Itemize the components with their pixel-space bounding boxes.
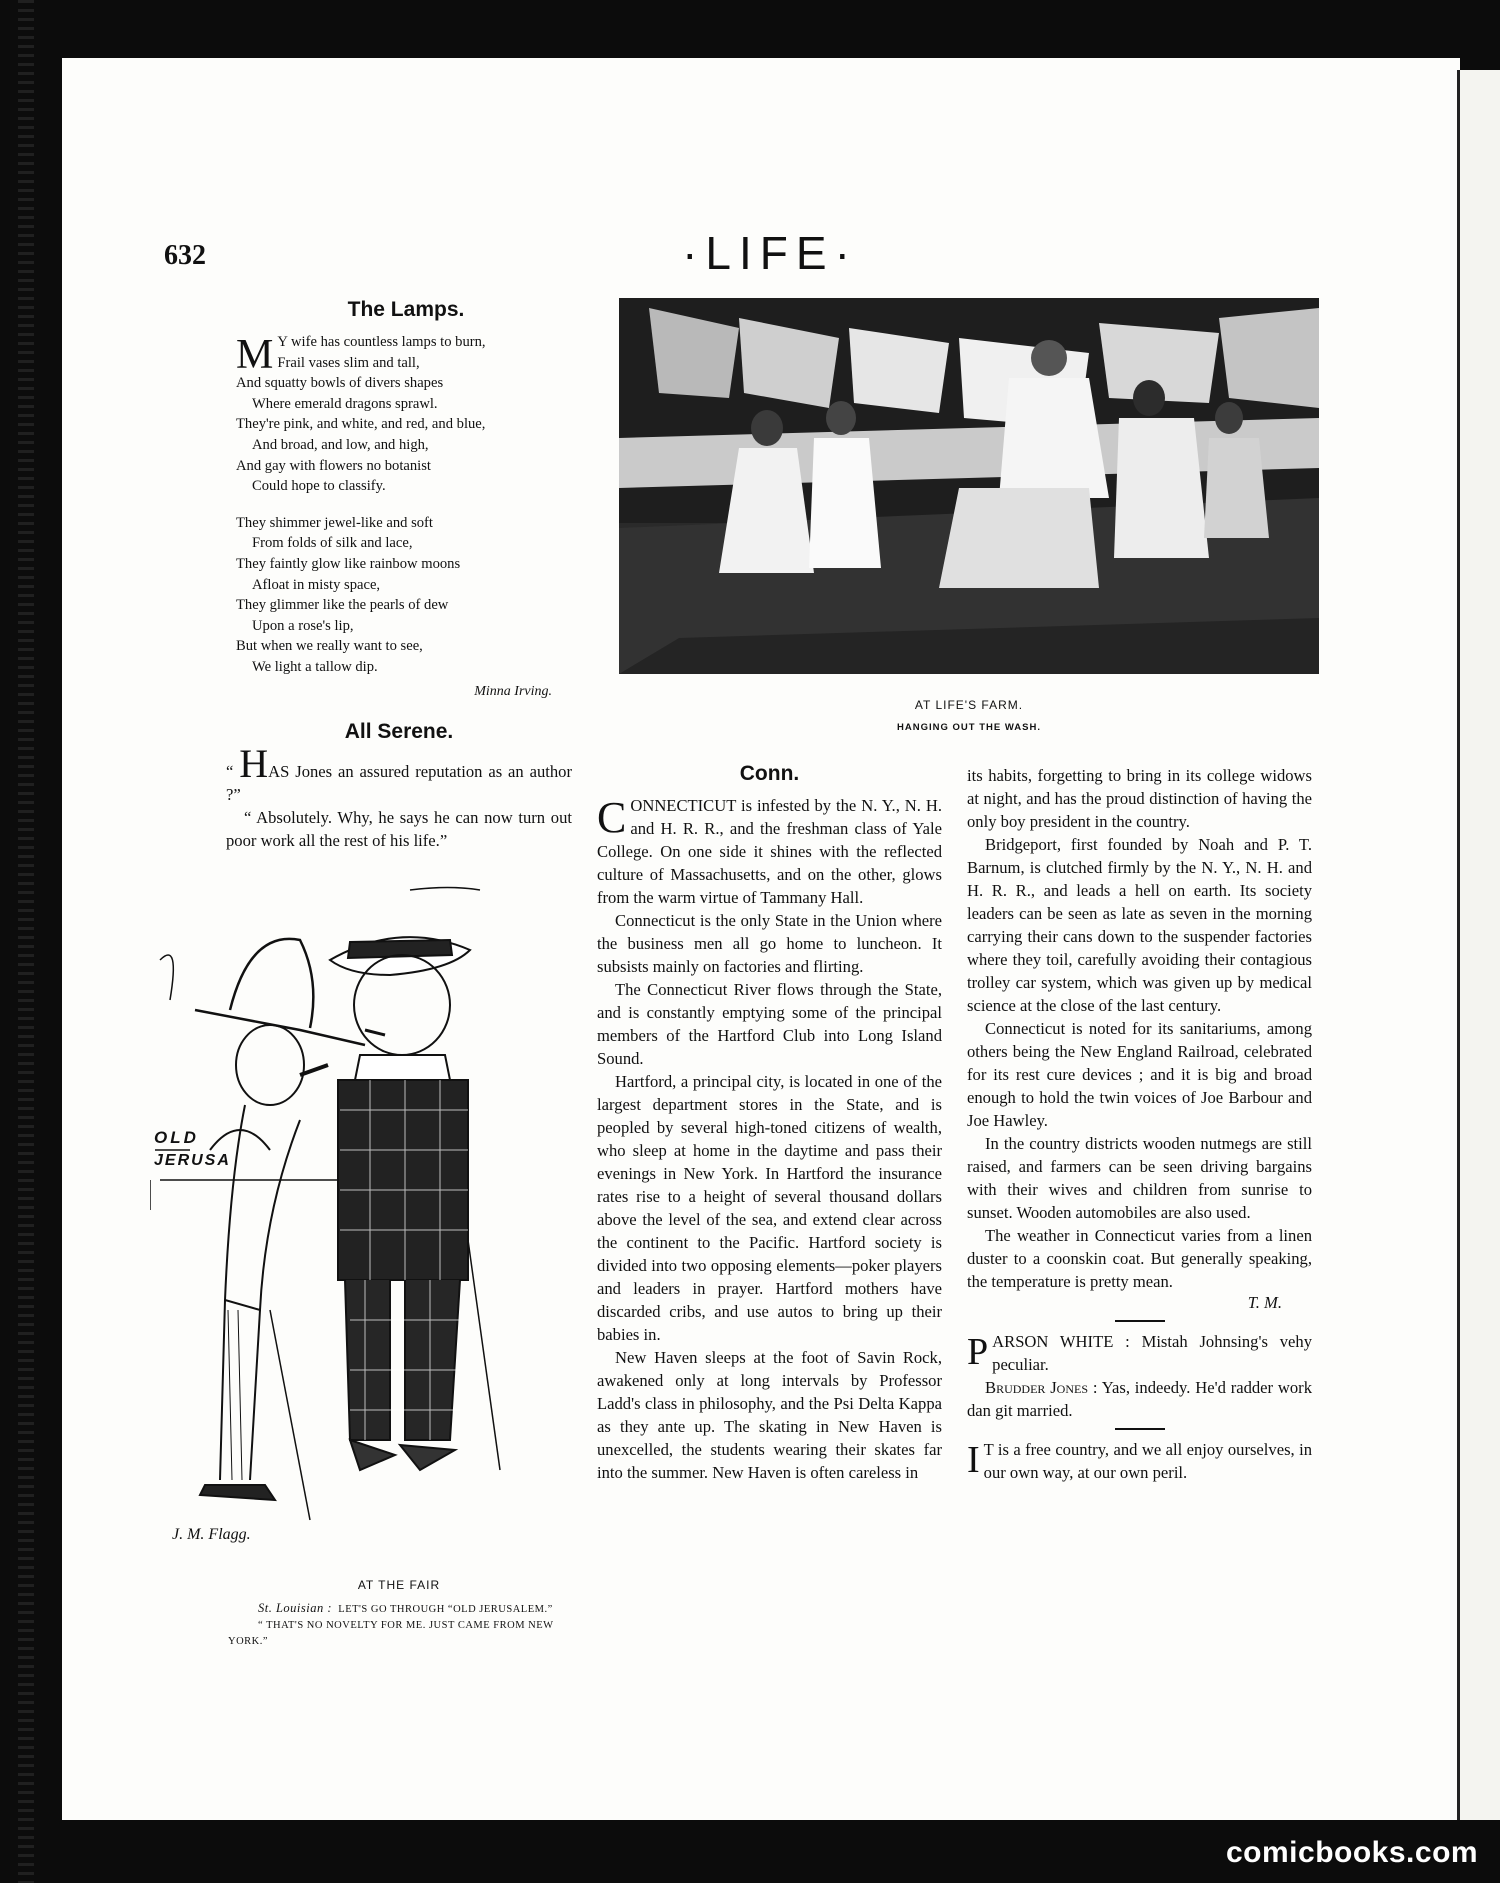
- site-watermark: comicbooks.com: [1226, 1836, 1479, 1869]
- poem-line: Where emerald dragons sprawl.: [252, 395, 438, 412]
- free-dropcap: I: [967, 1439, 980, 1481]
- poem-line: They glimmer like the pearls of dew: [236, 597, 449, 614]
- all-serene-title: All Serene.: [344, 720, 454, 743]
- lamps-dropcap: M: [236, 332, 274, 378]
- free-country-quip: [967, 1438, 1312, 1484]
- fair-caption: AT THE FAIR: [357, 1578, 441, 1592]
- fair-dialogue: [228, 1600, 574, 1650]
- all-serene-body: [226, 741, 572, 852]
- poem-line: Could hope to classify.: [252, 478, 386, 495]
- binding-edge: [18, 0, 34, 1883]
- conn-title: Conn.: [739, 762, 800, 785]
- farm-photo-caption: AT LIFE'S FARM.: [914, 698, 1024, 712]
- lamps-poem: [236, 298, 576, 700]
- fair-line-2: “ THAT'S NO NOVELTY FOR ME. JUST CAME FROM NEW YORK.”: [228, 1620, 554, 1647]
- fair-cartoon: [150, 880, 580, 1560]
- conn-paragraph: Bridgeport, first founded by Noah and P. T. Barnum, is clutched firmly by the N. Y., N. H. and H. R. R., and leads a hell on earth. Its society leaders can be seen as late as seven in the morning carrying their cans down to the suspender factories where they toil, carefully avoiding their contagious trolley car system, which was given up by medical science at the close of the last century.: [967, 835, 1312, 1015]
- lamps-title: The Lamps.: [347, 298, 465, 321]
- fair-speaker: St. Louisian :: [258, 1601, 333, 1615]
- conn-paragraph: In the country districts wooden nutmegs are still raised, and farmers can be seen driving bargains with their wives and children from sunrise to sunset. Wooden automobiles are also used.: [967, 1134, 1312, 1222]
- old-jerusalem-sign-line1: OLD: [154, 1128, 199, 1147]
- conn-paragraph: ONNECTICUT is infested by the N. Y., N. H. and H. R. R., and the freshman class of Yale College. On one side it shines with the reflected culture of Massachusetts, and on the other, glows from the warm virtue of Tammany Hall.: [597, 796, 942, 907]
- conn-column-2: [967, 764, 1312, 1484]
- parson-speaker-2: Brudder Jones :: [985, 1378, 1098, 1397]
- poem-line: They're pink, and white, and red, and blue,: [236, 416, 486, 433]
- conn-column-2-body: [967, 764, 1312, 1314]
- serene-answer: “ Absolutely. Why, he says he can now turn out poor work all the rest of his life.”: [226, 808, 572, 850]
- conn-paragraph: Connecticut is noted for its sanitariums, among others being the New England Railroad, celebrated for its rest cure devices ; and it is big and broad enough to hold the twin voices of Joe Barbour and Joe Hawley.: [967, 1019, 1312, 1130]
- conn-paragraph: Hartford, a principal city, is located in one of the largest department stores in the State, and is peopled by several high-toned citizens of wealth, who sleep at home in the daytime and pass their evenings in New York. In Hartford the insurance rates rise to a height of several thousand dollars above the level of the sea, and extend clear across the continent to the Pacific. Hartford society is divided into two opposing elements—poker players and leaders in prayer. Hartford mothers have discarded cribs, and use autos to bring up their babies in.: [597, 1072, 942, 1344]
- parson-white-joke: [967, 1330, 1312, 1422]
- parson-line-1: ARSON WHITE : Mistah Johnsing's vehy peculiar.: [992, 1332, 1312, 1374]
- lamps-author: Minna Irving.: [474, 683, 552, 699]
- conn-dropcap: C: [597, 793, 627, 842]
- section-divider: [1115, 1320, 1165, 1322]
- farm-photo-subcaption: HANGING OUT THE WASH.: [897, 722, 1041, 733]
- fair-line-1: LET'S GO THROUGH “OLD JERUSALEM.”: [338, 1604, 553, 1615]
- free-text: T is a free country, and we all enjoy ourselves, in our own way, at our own peril.: [983, 1440, 1312, 1482]
- poem-line: They shimmer jewel-like and soft: [236, 514, 433, 531]
- lamps-stanza-1: [236, 332, 576, 497]
- conn-paragraph: Connecticut is the only State in the Union where the business men all go home to luncheon. It subsists mainly on factories and flirting.: [597, 911, 942, 976]
- old-jerusalem-sign-line2: JERUSA: [154, 1152, 231, 1169]
- next-page-edge: [1457, 70, 1500, 1820]
- parson-line-2: Yas, indeedy. He'd radder work dan git married.: [967, 1378, 1312, 1420]
- poem-line: Frail vases slim and tall,: [277, 354, 420, 371]
- conn-paragraph: New Haven sleeps at the foot of Savin Rock, awakened only at long intervals by Professor Ladd's class in philosophy, and the Psi Delta Kappa as they ante up. The skating in New Haven is unexcelled, the students wearing their skates far into the summer. New Haven is often careless in: [597, 1348, 942, 1482]
- poem-line: And gay with flowers no botanist: [236, 457, 431, 474]
- page-number: 632: [164, 240, 206, 271]
- poem-line: From folds of silk and lace,: [252, 535, 413, 552]
- lamps-stanza-2: [236, 513, 576, 678]
- poem-line: They faintly glow like rainbow moons: [236, 555, 461, 572]
- poem-line: And broad, and low, and high,: [252, 436, 429, 453]
- all-serene-article: [226, 720, 572, 852]
- parson-dropcap: P: [967, 1331, 989, 1373]
- poem-line: But when we really want to see,: [236, 638, 423, 655]
- poem-line: Y wife has countless lamps to burn,: [277, 334, 486, 350]
- masthead-title: ·LIFE·: [682, 227, 858, 279]
- conn-paragraph: The weather in Connecticut varies from a linen duster to a coonskin coat. But generally speaking, the temperature is pretty mean.: [967, 1226, 1312, 1291]
- poem-line: We light a tallow dip.: [252, 658, 378, 675]
- conn-article: [597, 762, 942, 1484]
- quote-mark: “: [226, 762, 234, 781]
- conn-paragraph: The Connecticut River flows through the State, and is constantly emptying some of the principal members of the Hartford Club into Long Island Sound.: [597, 980, 942, 1068]
- farm-photo: [619, 298, 1319, 674]
- conn-column-1: [597, 794, 942, 1484]
- laundry-scene-image: [619, 298, 1319, 674]
- poem-line: Upon a rose's lip,: [252, 617, 354, 634]
- conn-signature: T. M.: [1247, 1293, 1282, 1312]
- artist-signature: J. M. Flagg.: [172, 1526, 251, 1543]
- fair-cartoon-drawing: [150, 880, 580, 1560]
- conn-paragraph: its habits, forgetting to bring in its college widows at night, and has the proud distinction of having the only boy president in the country.: [967, 766, 1312, 831]
- section-divider: [1115, 1428, 1165, 1430]
- serene-question: AS Jones an assured reputation as an author ?”: [226, 762, 572, 804]
- poem-line: And squatty bowls of divers shapes: [236, 375, 444, 392]
- poem-line: Afloat in misty space,: [252, 576, 381, 593]
- serene-dropcap: H: [239, 741, 269, 786]
